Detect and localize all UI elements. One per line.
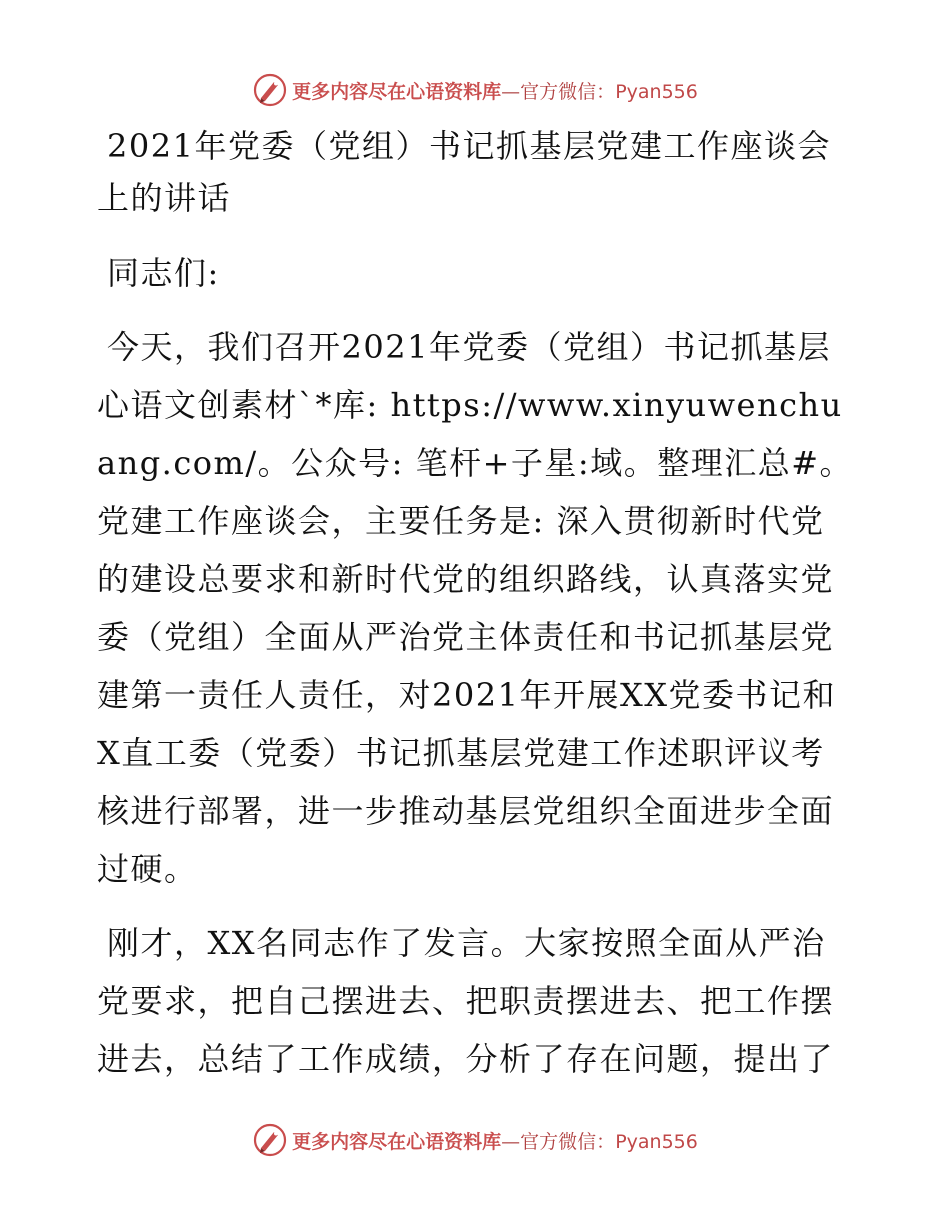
document-body xyxy=(97,120,857,1088)
watermark-slogan: 更多内容尽在心语资料库 xyxy=(292,1130,502,1153)
document-title: 2021年党委（党组）书记抓基层党建工作座谈会上的讲话 xyxy=(97,127,831,217)
paragraph-2: 刚才，XX名同志作了发言。大家按照全面从严治党要求，把自己摆进去、把职责摆进去、把工作摆进去，总结了工作成绩，分析了存在问题，提出了 xyxy=(97,924,835,1078)
pen-logo-icon xyxy=(252,1122,288,1158)
watermark-text xyxy=(292,77,698,104)
watermark-text xyxy=(292,1127,698,1154)
watermark-official-label: 官方微信： xyxy=(520,80,616,103)
footer-watermark-banner xyxy=(0,1120,950,1160)
greeting: 同志们: xyxy=(107,254,220,292)
pen-logo-icon xyxy=(252,72,288,108)
watermark-wechat-id: Pyan556 xyxy=(615,1130,698,1153)
watermark-wechat-id: Pyan556 xyxy=(615,80,698,103)
watermark-official-label: 官方微信： xyxy=(520,1130,616,1153)
watermark-dash: — xyxy=(501,1130,521,1153)
header-watermark-banner xyxy=(0,70,950,110)
paragraph-1: 今天，我们召开2021年党委（党组）书记抓基层心语文创素材`*库: https://www.xinyuwenchuang.com/。公众号: 笔杆+子星:域。整理汇总#。党建工作座谈会，主要任务是: 深入贯彻新时代党的建设总要求和新时代党的组织路线，认真落实党委（党组）全面从严治党主体责任和书记抓基层党建第一责任人责任，对2021年开展XX党委书记和X直工委（党委）书记抓基层党建工作述职评议考核进行部署，进一步推动基层党组织全面进步全面过硬。 xyxy=(97,328,854,888)
watermark-dash: — xyxy=(501,80,521,103)
watermark-slogan: 更多内容尽在心语资料库 xyxy=(292,80,502,103)
